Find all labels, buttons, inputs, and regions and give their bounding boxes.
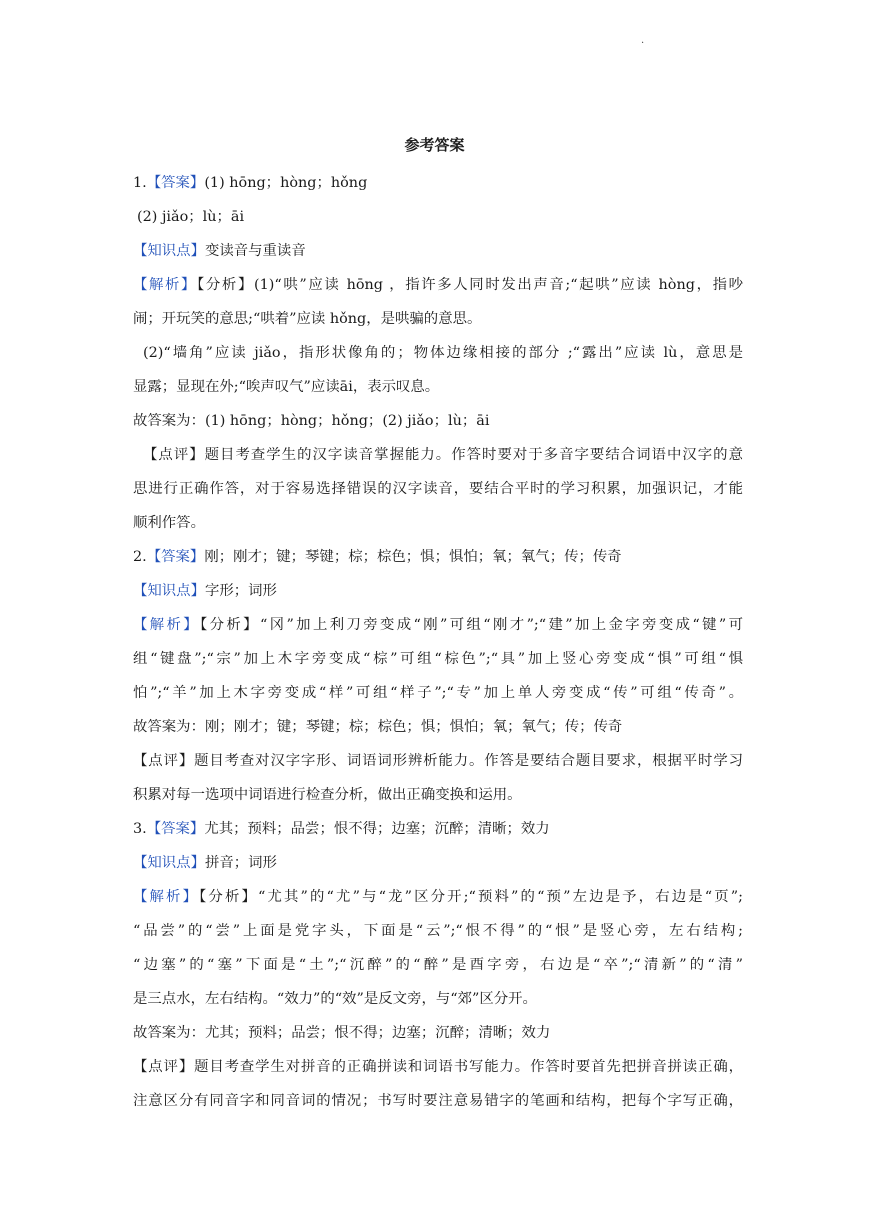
- q3-knowledge-line: [133, 846, 743, 880]
- q2-analysis-line-3: 怕”;“羊”加上木字旁变成“样”可组“样子”;“专”加上单人旁变成“传”可组“传奇”。: [133, 685, 743, 701]
- q3-final-answer: 故答案为：尤其；预料；品尝；恨不得；边塞；沉醉；清晰；效力: [133, 1025, 551, 1041]
- q1-comment-line-2: 思进行正确作答，对于容易选择错误的汉字读音，要结合平时的学习积累，加强识记，才能: [133, 481, 743, 497]
- q3-knowledge-tag: 【知识点】: [133, 855, 205, 871]
- q3-comment-line-1: 【点评】题目考查学生对拼音的正确拼读和词语书写能力。作答时要首先把拼音拼读正确，: [133, 1059, 743, 1075]
- q1-knowledge-tag: 【知识点】: [133, 243, 205, 259]
- q2-answer-tag: 【答案】: [146, 549, 205, 565]
- q3-analysis-line-2: “品尝”的“尝”上面是党字头，下面是“云”;“恨不得”的“恨”是竖心旁，左右结构;: [133, 923, 743, 939]
- q1-answer-1: (1) hōng；hòng；hǒng: [204, 175, 368, 191]
- q3-analysis-line-1: [133, 880, 743, 914]
- q3-knowledge: 拼音；词形: [204, 855, 277, 871]
- q1-comment-line-3: 顺利作答。: [133, 515, 205, 531]
- q2-knowledge-line: [133, 574, 743, 608]
- q3-analysis-1: 【分析】“尤其”的“尤”与“龙”区分开;“预料”的“预”左边是予，右边是“页”;: [199, 889, 743, 905]
- q2-analysis-line-1: [133, 608, 743, 642]
- q1-analysis-tag: 【解析】: [133, 277, 198, 293]
- q2-knowledge: 字形；词形: [204, 583, 277, 599]
- q3-answer: 尤其；预料；品尝；恨不得；边塞；沉醉；清晰；效力: [204, 821, 550, 837]
- q3-analysis-line-3: “边塞”的“塞”下面是“土”;“沉醉”的“醉”是酉字旁，右边是“卒”;“清新”的“清”: [133, 957, 743, 973]
- q1-analysis-line-3: (2)“墙角”应读 jiǎo，指形状像角的；物体边缘相接的部分 ;“露出”应读 lù，意思是: [143, 345, 743, 361]
- q1-number: 1.: [133, 175, 147, 191]
- q1-knowledge: 变读音与重读音: [204, 243, 306, 259]
- q2-analysis-tag: 【解析】: [133, 617, 201, 633]
- answer-content: [133, 166, 743, 1118]
- q2-final-answer: 故答案为：刚；刚才；键；琴键；棕；棕色；惧；惧怕；氧；氧气；传；传奇: [133, 719, 623, 735]
- q2-analysis-1: 【分析】“冈”加上利刀旁变成“刚”可组“刚才”;“建”加上金字旁变成“键”可: [200, 617, 743, 633]
- page-title: 参考答案: [404, 136, 465, 154]
- q2-answer-line: [133, 540, 743, 574]
- q3-answer-line: [133, 812, 743, 846]
- q3-answer-tag: 【答案】: [146, 821, 205, 837]
- q3-analysis-line-4: 是三点水，左右结构。“效力”的“效”是反文旁，与“郊”区分开。: [133, 991, 537, 1007]
- q1-analysis-line-1: [133, 268, 743, 302]
- q2-knowledge-tag: 【知识点】: [133, 583, 205, 599]
- corner-mark: .: [641, 35, 645, 46]
- q2-answer: 刚；刚才；键；琴键；棕；棕色；惧；惧怕；氧；氧气；传；传奇: [204, 549, 622, 565]
- q1-knowledge-line: [133, 234, 743, 268]
- q1-answer-2: (2) jiǎo；lù；āi: [137, 209, 245, 225]
- q1-analysis-1: 【分析】(1)“哄”应读 hōng ，指许多人同时发出声音;“起哄”应读 hòng，指吵: [197, 277, 743, 293]
- q3-number: 3.: [133, 821, 147, 837]
- q3-comment-line-2: 注意区分有同音字和同音词的情况；书写时要注意易错字的笔画和结构，把每个字写正确，: [133, 1093, 743, 1109]
- q2-comment-line-1: 【点评】题目考查对汉字字形、词语词形辨析能力。作答是要结合题目要求，根据平时学习: [133, 753, 743, 769]
- q1-final-answer: 故答案为：(1) hōng；hòng；hǒng；(2) jiǎo；lù；āi: [133, 413, 490, 429]
- q3-analysis-tag: 【解析】: [133, 889, 200, 905]
- q1-analysis-line-4: 显露；显现在外;“唉声叹气”应读āi，表示叹息。: [133, 379, 440, 395]
- q2-number: 2.: [133, 549, 147, 565]
- q1-answer-tag: 【答案】: [146, 175, 205, 191]
- q2-comment-line-2: 积累对每一选项中词语进行检查分析，做出正确变换和运用。: [133, 787, 522, 803]
- q1-comment-line-1: 【点评】题目考查学生的汉字读音掌握能力。作答时要对于多音字要结合词语中汉字的意: [143, 447, 743, 463]
- q1-analysis-line-2: 闹；开玩笑的意思;“哄着”应读 hǒng，是哄骗的意思。: [133, 311, 482, 327]
- q2-analysis-line-2: 组“键盘”;“宗”加上木字旁变成“棕”可组“棕色”;“具”加上竖心旁变成“惧”可组“惧: [133, 651, 743, 667]
- q1-answer-line: [133, 166, 743, 200]
